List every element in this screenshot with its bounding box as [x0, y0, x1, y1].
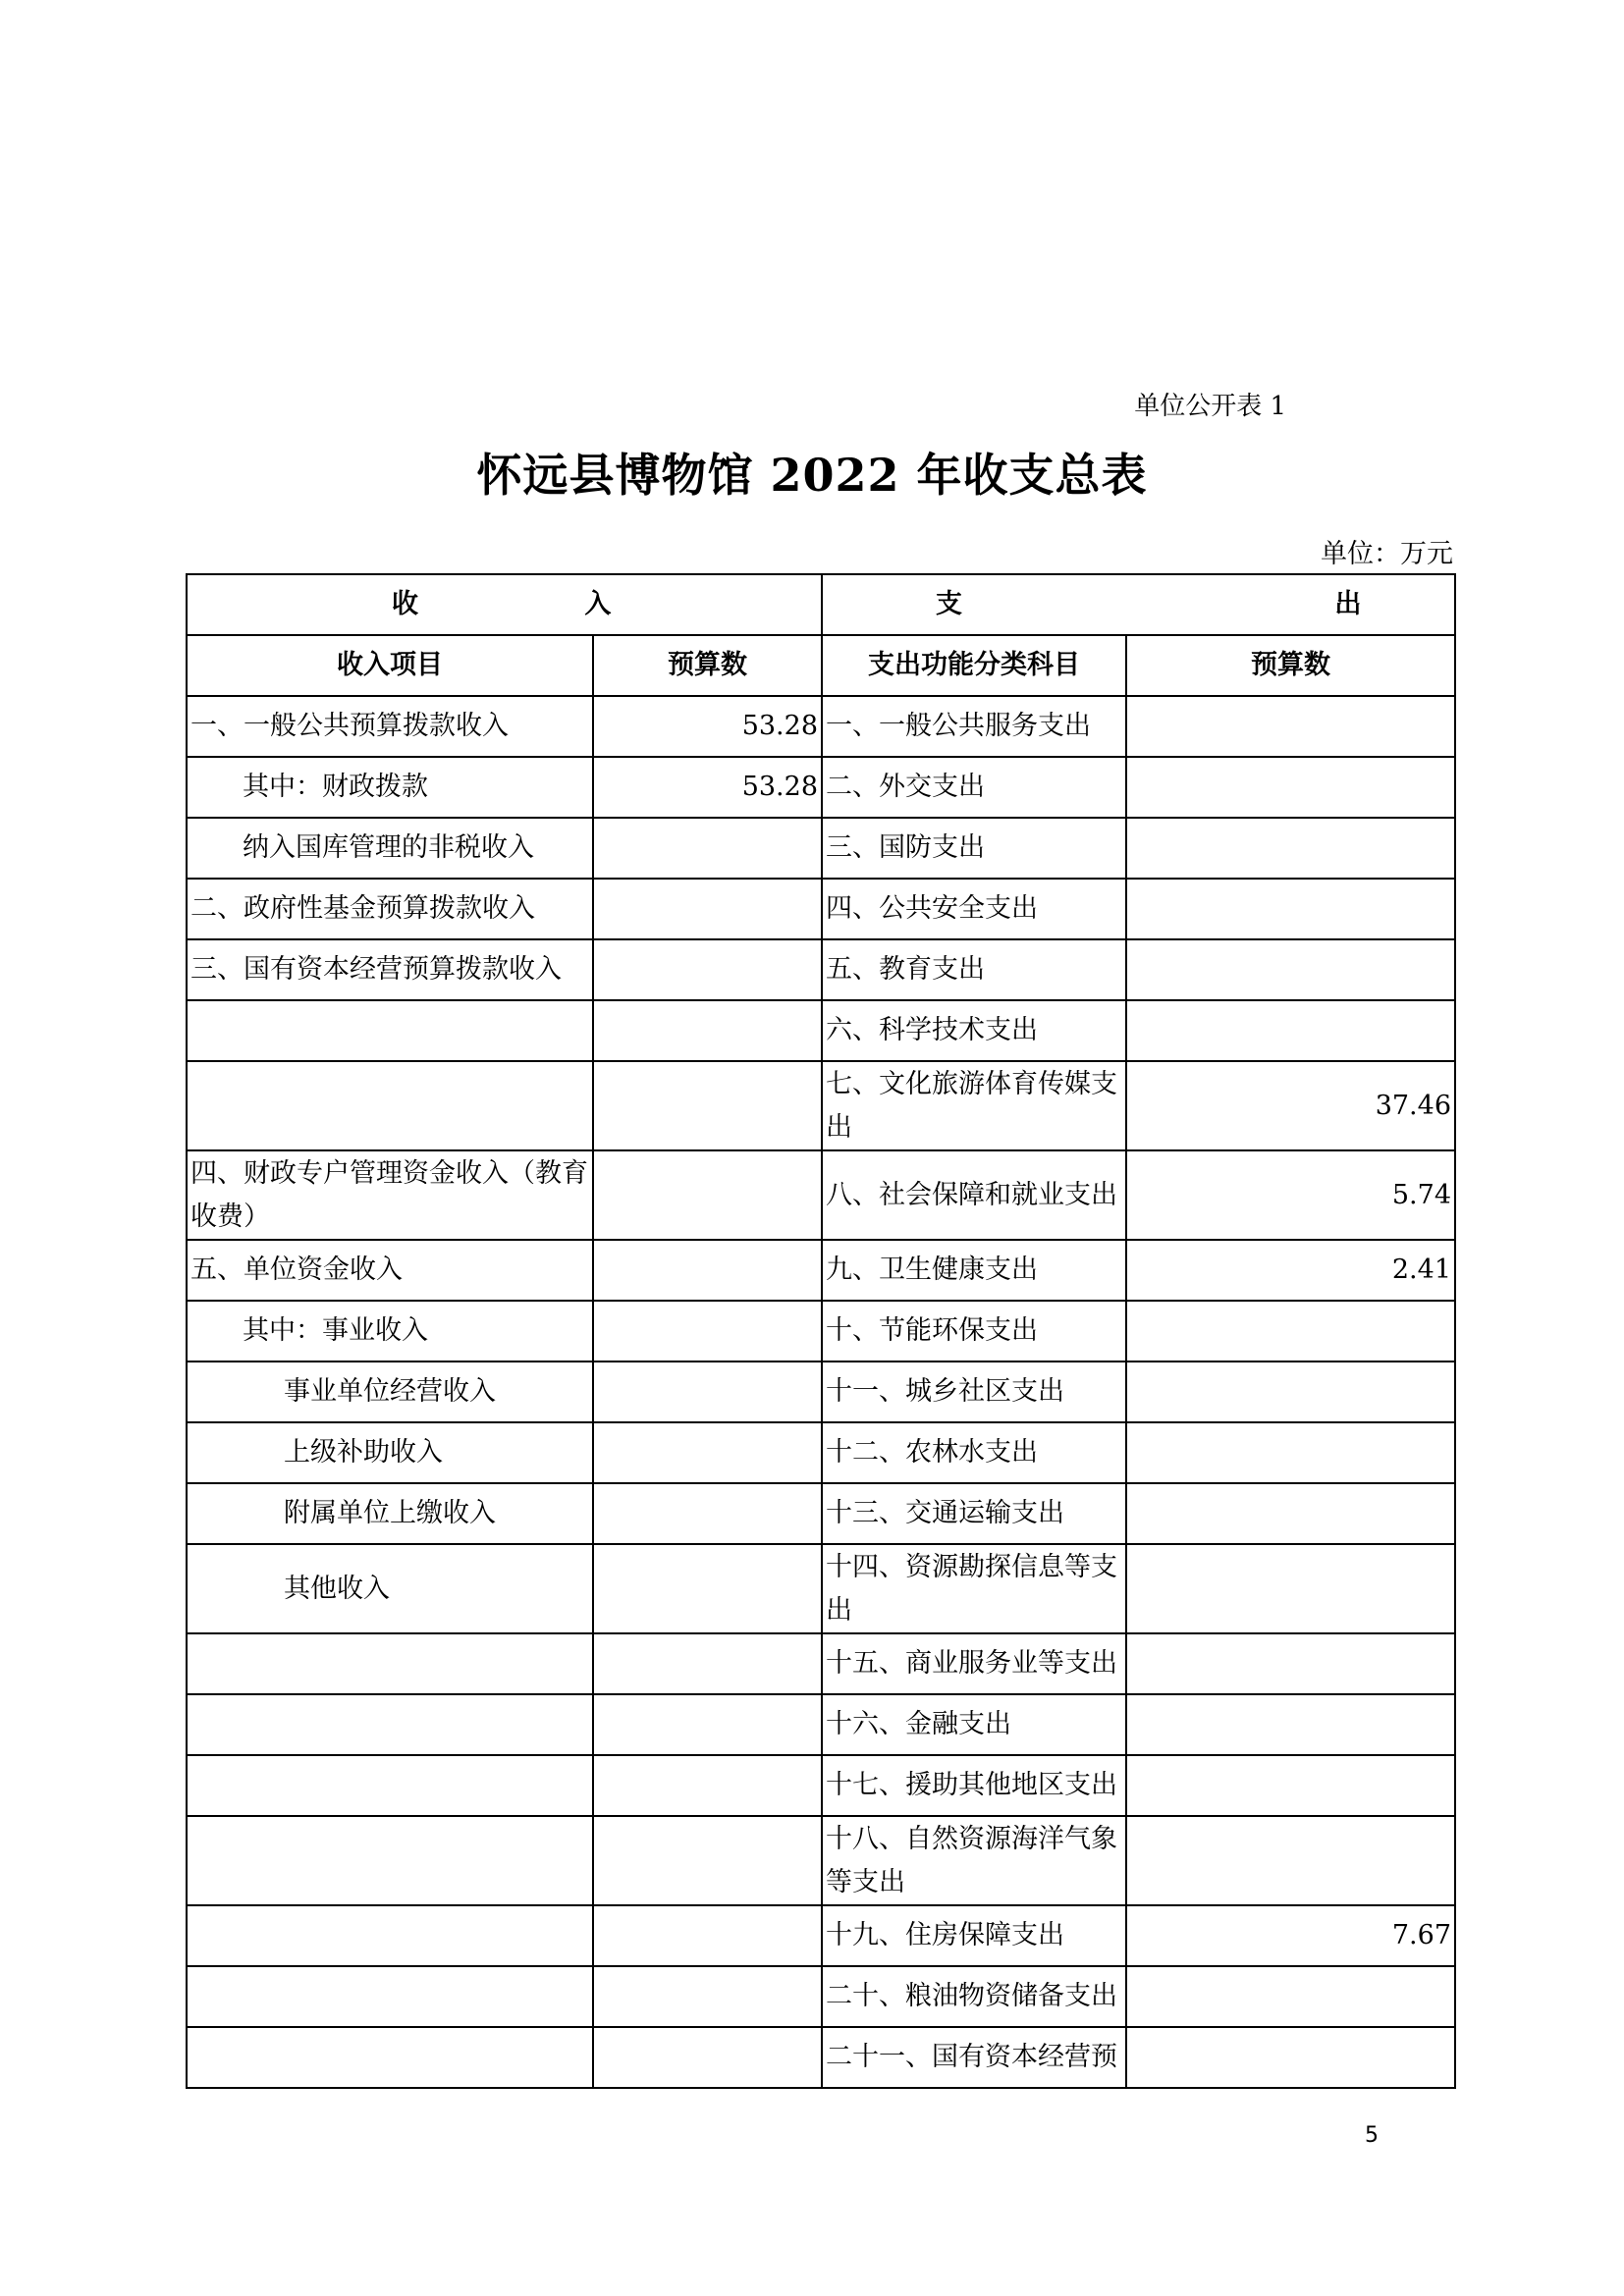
table-row — [187, 1061, 1455, 1150]
section-header-row — [187, 574, 1455, 635]
income-item-cell — [187, 1633, 593, 1694]
expense-item-cell: 十一、城乡社区支出 — [822, 1362, 1126, 1422]
expense-item-cell: 十九、住房保障支出 — [822, 1905, 1126, 1966]
expense-value-cell — [1126, 1966, 1455, 2027]
table-row — [187, 696, 1455, 757]
table-row — [187, 1633, 1455, 1694]
income-value-cell — [593, 1905, 822, 1966]
unit-label: 单位：万元 — [1321, 539, 1453, 569]
expense-section-char-2: 出 — [1334, 589, 1362, 619]
income-item-cell — [187, 1905, 593, 1966]
expense-budget-column-header: 预算数 — [1126, 635, 1455, 696]
expense-item-cell: 六、科学技术支出 — [822, 1000, 1126, 1061]
income-section-header — [187, 574, 822, 635]
document-title: 怀远县博物馆 2022 年收支总表 — [476, 449, 1148, 502]
income-value-cell — [593, 2027, 822, 2088]
expense-value-cell: 5.74 — [1126, 1150, 1455, 1240]
table-row — [187, 1483, 1455, 1544]
income-item-cell: 其中：财政拨款 — [187, 757, 593, 818]
income-item-cell: 其他收入 — [187, 1544, 593, 1633]
income-value-cell — [593, 1966, 822, 2027]
expense-value-cell — [1126, 1633, 1455, 1694]
expense-value-cell — [1126, 1755, 1455, 1816]
page-number: 5 — [1365, 2123, 1379, 2148]
expense-item-cell: 七、文化旅游体育传媒支出 — [822, 1061, 1126, 1150]
income-item-cell: 四、财政专户管理资金收入（教育收费） — [187, 1150, 593, 1240]
table-row — [187, 939, 1455, 1000]
expense-item-cell: 四、公共安全支出 — [822, 879, 1126, 939]
income-item-cell: 上级补助收入 — [187, 1422, 593, 1483]
expense-item-cell: 八、社会保障和就业支出 — [822, 1150, 1126, 1240]
income-value-cell — [593, 939, 822, 1000]
income-value-cell — [593, 1755, 822, 1816]
income-value-cell — [593, 1544, 822, 1633]
expense-value-cell — [1126, 1422, 1455, 1483]
expense-item-cell: 一、一般公共服务支出 — [822, 696, 1126, 757]
table-row — [187, 1694, 1455, 1755]
expense-value-cell — [1126, 1694, 1455, 1755]
expense-value-cell — [1126, 879, 1455, 939]
table-row — [187, 1966, 1455, 2027]
expense-item-cell: 十三、交通运输支出 — [822, 1483, 1126, 1544]
expense-item-cell: 十二、农林水支出 — [822, 1422, 1126, 1483]
income-value-cell — [593, 1422, 822, 1483]
expense-value-cell — [1126, 1483, 1455, 1544]
income-item-cell: 事业单位经营收入 — [187, 1362, 593, 1422]
income-value-cell — [593, 1483, 822, 1544]
income-item-cell: 其中：事业收入 — [187, 1301, 593, 1362]
income-section-char-1: 收 — [392, 589, 418, 619]
expense-item-column-header: 支出功能分类科目 — [822, 635, 1126, 696]
table-row — [187, 1544, 1455, 1633]
expense-value-cell — [1126, 1000, 1455, 1061]
table-row — [187, 1422, 1455, 1483]
income-item-cell — [187, 1816, 593, 1905]
income-item-cell: 纳入国库管理的非税收入 — [187, 818, 593, 879]
income-value-cell — [593, 1240, 822, 1301]
expense-value-cell — [1126, 757, 1455, 818]
expense-item-cell: 二十、粮油物资储备支出 — [822, 1966, 1126, 2027]
income-item-cell: 五、单位资金收入 — [187, 1240, 593, 1301]
income-value-cell: 53.28 — [593, 757, 822, 818]
expense-item-cell: 五、教育支出 — [822, 939, 1126, 1000]
expense-value-cell: 37.46 — [1126, 1061, 1455, 1150]
table-number-label: 单位公开表 1 — [1134, 392, 1286, 421]
expense-section-char-1: 支 — [936, 589, 962, 619]
income-item-cell — [187, 1966, 593, 2027]
budget-summary-table — [186, 573, 1456, 2089]
expense-item-cell: 二十一、国有资本经营预 — [822, 2027, 1126, 2088]
expense-value-cell: 7.67 — [1126, 1905, 1455, 1966]
income-budget-column-header: 预算数 — [593, 635, 822, 696]
income-value-cell — [593, 1301, 822, 1362]
expense-value-cell: 2.41 — [1126, 1240, 1455, 1301]
table-row — [187, 1755, 1455, 1816]
table-row — [187, 757, 1455, 818]
expense-value-cell — [1126, 939, 1455, 1000]
income-item-cell: 三、国有资本经营预算拨款收入 — [187, 939, 593, 1000]
expense-value-cell — [1126, 2027, 1455, 2088]
income-value-cell — [593, 1000, 822, 1061]
expense-item-cell: 十五、商业服务业等支出 — [822, 1633, 1126, 1694]
table-row — [187, 1816, 1455, 1905]
expense-item-cell: 十四、资源勘探信息等支出 — [822, 1544, 1126, 1633]
income-item-cell — [187, 1061, 593, 1150]
income-value-cell — [593, 1816, 822, 1905]
income-value-cell — [593, 1633, 822, 1694]
income-item-cell — [187, 1694, 593, 1755]
expense-section-header — [822, 574, 1455, 635]
income-value-cell — [593, 879, 822, 939]
income-item-cell — [187, 1755, 593, 1816]
expense-item-cell: 十七、援助其他地区支出 — [822, 1755, 1126, 1816]
expense-value-cell — [1126, 1301, 1455, 1362]
income-value-cell — [593, 818, 822, 879]
table-row — [187, 879, 1455, 939]
income-value-cell — [593, 1061, 822, 1150]
income-item-cell — [187, 1000, 593, 1061]
column-header-row — [187, 635, 1455, 696]
income-item-cell — [187, 2027, 593, 2088]
expense-item-cell: 九、卫生健康支出 — [822, 1240, 1126, 1301]
expense-value-cell — [1126, 1362, 1455, 1422]
table-row — [187, 1000, 1455, 1061]
table-row — [187, 1150, 1455, 1240]
table-row — [187, 1240, 1455, 1301]
expense-value-cell — [1126, 1816, 1455, 1905]
table-row — [187, 1362, 1455, 1422]
income-item-cell: 二、政府性基金预算拨款收入 — [187, 879, 593, 939]
expense-item-cell: 十八、自然资源海洋气象等支出 — [822, 1816, 1126, 1905]
income-item-column-header: 收入项目 — [187, 635, 593, 696]
expense-value-cell — [1126, 1544, 1455, 1633]
table-row — [187, 1301, 1455, 1362]
income-item-cell: 附属单位上缴收入 — [187, 1483, 593, 1544]
expense-item-cell: 十、节能环保支出 — [822, 1301, 1126, 1362]
expense-item-cell: 三、国防支出 — [822, 818, 1126, 879]
expense-value-cell — [1126, 696, 1455, 757]
income-value-cell — [593, 1694, 822, 1755]
income-value-cell — [593, 1150, 822, 1240]
income-section-char-2: 入 — [584, 589, 612, 619]
expense-item-cell: 十六、金融支出 — [822, 1694, 1126, 1755]
income-value-cell: 53.28 — [593, 696, 822, 757]
income-value-cell — [593, 1362, 822, 1422]
table-row — [187, 1905, 1455, 1966]
expense-item-cell: 二、外交支出 — [822, 757, 1126, 818]
expense-value-cell — [1126, 818, 1455, 879]
table-row — [187, 818, 1455, 879]
income-item-cell: 一、一般公共预算拨款收入 — [187, 696, 593, 757]
table-row — [187, 2027, 1455, 2088]
